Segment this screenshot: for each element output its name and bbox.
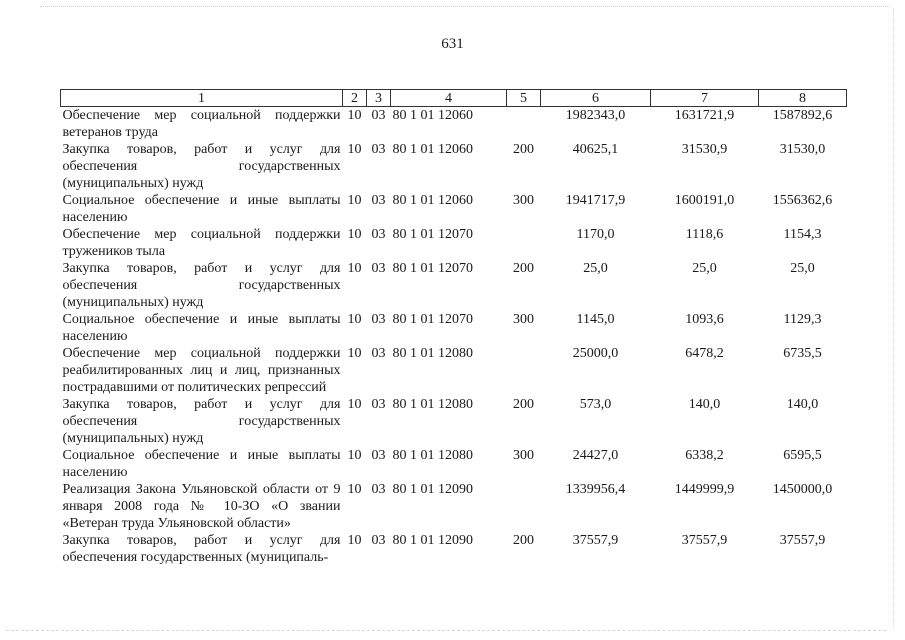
row-name: Обеспечение мер социальной поддержки реабилитированных лиц и лиц, признанных пострадавшими от политических репрессий xyxy=(62,346,341,395)
row-amount-7: 31530,9 xyxy=(681,142,728,157)
row-section: 10 xyxy=(347,261,362,276)
row-name: Закупка товаров, работ и услуг для обеспечения государственных (муниципальных) нужд xyxy=(62,397,341,446)
row-subsection: 03 xyxy=(371,261,386,276)
row-amount-6: 1145,0 xyxy=(576,312,615,327)
table-row xyxy=(61,311,847,345)
row-target-code: 80 1 01 12080 xyxy=(392,346,473,361)
row-subsection: 03 xyxy=(371,142,386,157)
row-amount-7: 1118,6 xyxy=(685,227,724,242)
row-amount-7: 1093,6 xyxy=(685,312,724,327)
row-subsection: 03 xyxy=(371,346,386,361)
row-name: Реализация Закона Ульяновской области от 9 января 2008 года № 10-ЗО «О звании «Ветеран труда Ульяновской области» xyxy=(62,482,341,531)
row-section: 10 xyxy=(347,397,362,412)
row-section: 10 xyxy=(347,227,362,242)
page-number: 631 xyxy=(441,36,464,52)
row-amount-6: 573,0 xyxy=(579,397,612,412)
table-row xyxy=(61,345,847,396)
row-target-code: 80 1 01 12070 xyxy=(392,312,473,327)
scan-edge-bottom xyxy=(6,630,886,631)
row-amount-7: 1631721,9 xyxy=(674,108,735,123)
table-row xyxy=(61,141,847,192)
row-name: Социальное обеспечение и иные выплаты населению xyxy=(62,193,341,225)
header-row xyxy=(61,90,847,107)
row-target-code: 80 1 01 12060 xyxy=(392,193,473,208)
row-amount-6: 25,0 xyxy=(583,261,608,276)
row-section: 10 xyxy=(347,533,362,548)
row-subsection: 03 xyxy=(371,448,386,463)
row-section: 10 xyxy=(347,108,362,123)
header-col-3: 3 xyxy=(367,90,391,107)
row-name: Социальное обеспечение и иные выплаты населению xyxy=(62,448,341,480)
row-section: 10 xyxy=(347,193,362,208)
row-expense-type: 300 xyxy=(513,448,534,463)
row-amount-8: 25,0 xyxy=(790,261,815,276)
table-row xyxy=(61,396,847,447)
row-expense-type: 200 xyxy=(513,261,534,276)
header-col-7: 7 xyxy=(651,90,759,107)
row-subsection: 03 xyxy=(371,482,386,497)
row-amount-7: 37557,9 xyxy=(681,533,728,548)
row-amount-7: 6338,2 xyxy=(685,448,724,463)
row-section: 10 xyxy=(347,346,362,361)
table-row xyxy=(61,532,847,566)
row-section: 10 xyxy=(347,482,362,497)
row-target-code: 80 1 01 12070 xyxy=(392,261,473,276)
row-amount-7: 140,0 xyxy=(688,397,721,412)
row-amount-6: 25000,0 xyxy=(572,346,619,361)
row-amount-8: 1154,3 xyxy=(783,227,822,242)
row-subsection: 03 xyxy=(371,227,386,242)
row-amount-6: 1170,0 xyxy=(576,227,615,242)
row-amount-6: 37557,9 xyxy=(572,533,619,548)
row-amount-8: 6595,5 xyxy=(783,448,822,463)
row-target-code: 80 1 01 12060 xyxy=(392,108,473,123)
row-expense-type: 200 xyxy=(513,397,534,412)
row-amount-8: 1587892,6 xyxy=(772,108,833,123)
row-name: Закупка товаров, работ и услуг для обеспечения государственных (муниципальных) нужд xyxy=(62,142,341,191)
row-target-code: 80 1 01 12070 xyxy=(392,227,473,242)
row-subsection: 03 xyxy=(371,108,386,123)
scan-edge-right xyxy=(893,8,894,628)
row-name: Обеспечение мер социальной поддержки тружеников тыла xyxy=(62,227,341,259)
row-amount-7: 6478,2 xyxy=(685,346,724,361)
row-section: 10 xyxy=(347,448,362,463)
row-amount-8: 140,0 xyxy=(786,397,819,412)
row-target-code: 80 1 01 12060 xyxy=(392,142,473,157)
header-col-5: 5 xyxy=(507,90,541,107)
row-name: Закупка товаров, работ и услуг для обеспечения государственных (муниципаль- xyxy=(62,533,341,565)
table-row xyxy=(61,192,847,226)
row-amount-6: 40625,1 xyxy=(572,142,619,157)
row-amount-6: 1982343,0 xyxy=(565,108,626,123)
row-amount-8: 31530,0 xyxy=(779,142,826,157)
row-expense-type xyxy=(507,226,541,260)
row-amount-8: 1129,3 xyxy=(783,312,822,327)
row-target-code: 80 1 01 12090 xyxy=(392,482,473,497)
row-expense-type xyxy=(507,107,541,142)
row-target-code: 80 1 01 12090 xyxy=(392,533,473,548)
row-subsection: 03 xyxy=(371,533,386,548)
header-col-4: 4 xyxy=(391,90,507,107)
row-target-code: 80 1 01 12080 xyxy=(392,448,473,463)
row-target-code: 80 1 01 12080 xyxy=(392,397,473,412)
row-amount-7: 1600191,0 xyxy=(674,193,735,208)
scan-edge-top xyxy=(40,6,890,7)
table-row xyxy=(61,107,847,142)
row-amount-6: 1941717,9 xyxy=(565,193,626,208)
row-expense-type: 200 xyxy=(513,533,534,548)
row-expense-type: 200 xyxy=(513,142,534,157)
row-name: Закупка товаров, работ и услуг для обеспечения государственных (муниципальных) нужд xyxy=(62,261,341,310)
row-name: Социальное обеспечение и иные выплаты населению xyxy=(62,312,341,344)
row-name: Обеспечение мер социальной поддержки ветеранов труда xyxy=(62,108,341,140)
row-amount-6: 24427,0 xyxy=(572,448,619,463)
table-row xyxy=(61,481,847,532)
row-amount-8: 6735,5 xyxy=(783,346,822,361)
row-amount-8: 37557,9 xyxy=(779,533,826,548)
row-expense-type xyxy=(507,345,541,396)
table-row xyxy=(61,226,847,260)
budget-table xyxy=(60,89,847,566)
row-expense-type: 300 xyxy=(513,193,534,208)
row-subsection: 03 xyxy=(371,397,386,412)
header-col-1: 1 xyxy=(61,90,343,107)
row-amount-7: 1449999,9 xyxy=(674,482,735,497)
row-subsection: 03 xyxy=(371,193,386,208)
row-amount-8: 1556362,6 xyxy=(772,193,833,208)
table-row xyxy=(61,447,847,481)
header-col-2: 2 xyxy=(343,90,367,107)
row-amount-6: 1339956,4 xyxy=(565,482,626,497)
row-amount-7: 25,0 xyxy=(692,261,717,276)
header-col-6: 6 xyxy=(541,90,651,107)
row-subsection: 03 xyxy=(371,312,386,327)
row-expense-type: 300 xyxy=(513,312,534,327)
row-expense-type xyxy=(507,481,541,532)
header-col-8: 8 xyxy=(759,90,847,107)
row-amount-8: 1450000,0 xyxy=(772,482,833,497)
row-section: 10 xyxy=(347,142,362,157)
table-row xyxy=(61,260,847,311)
row-section: 10 xyxy=(347,312,362,327)
